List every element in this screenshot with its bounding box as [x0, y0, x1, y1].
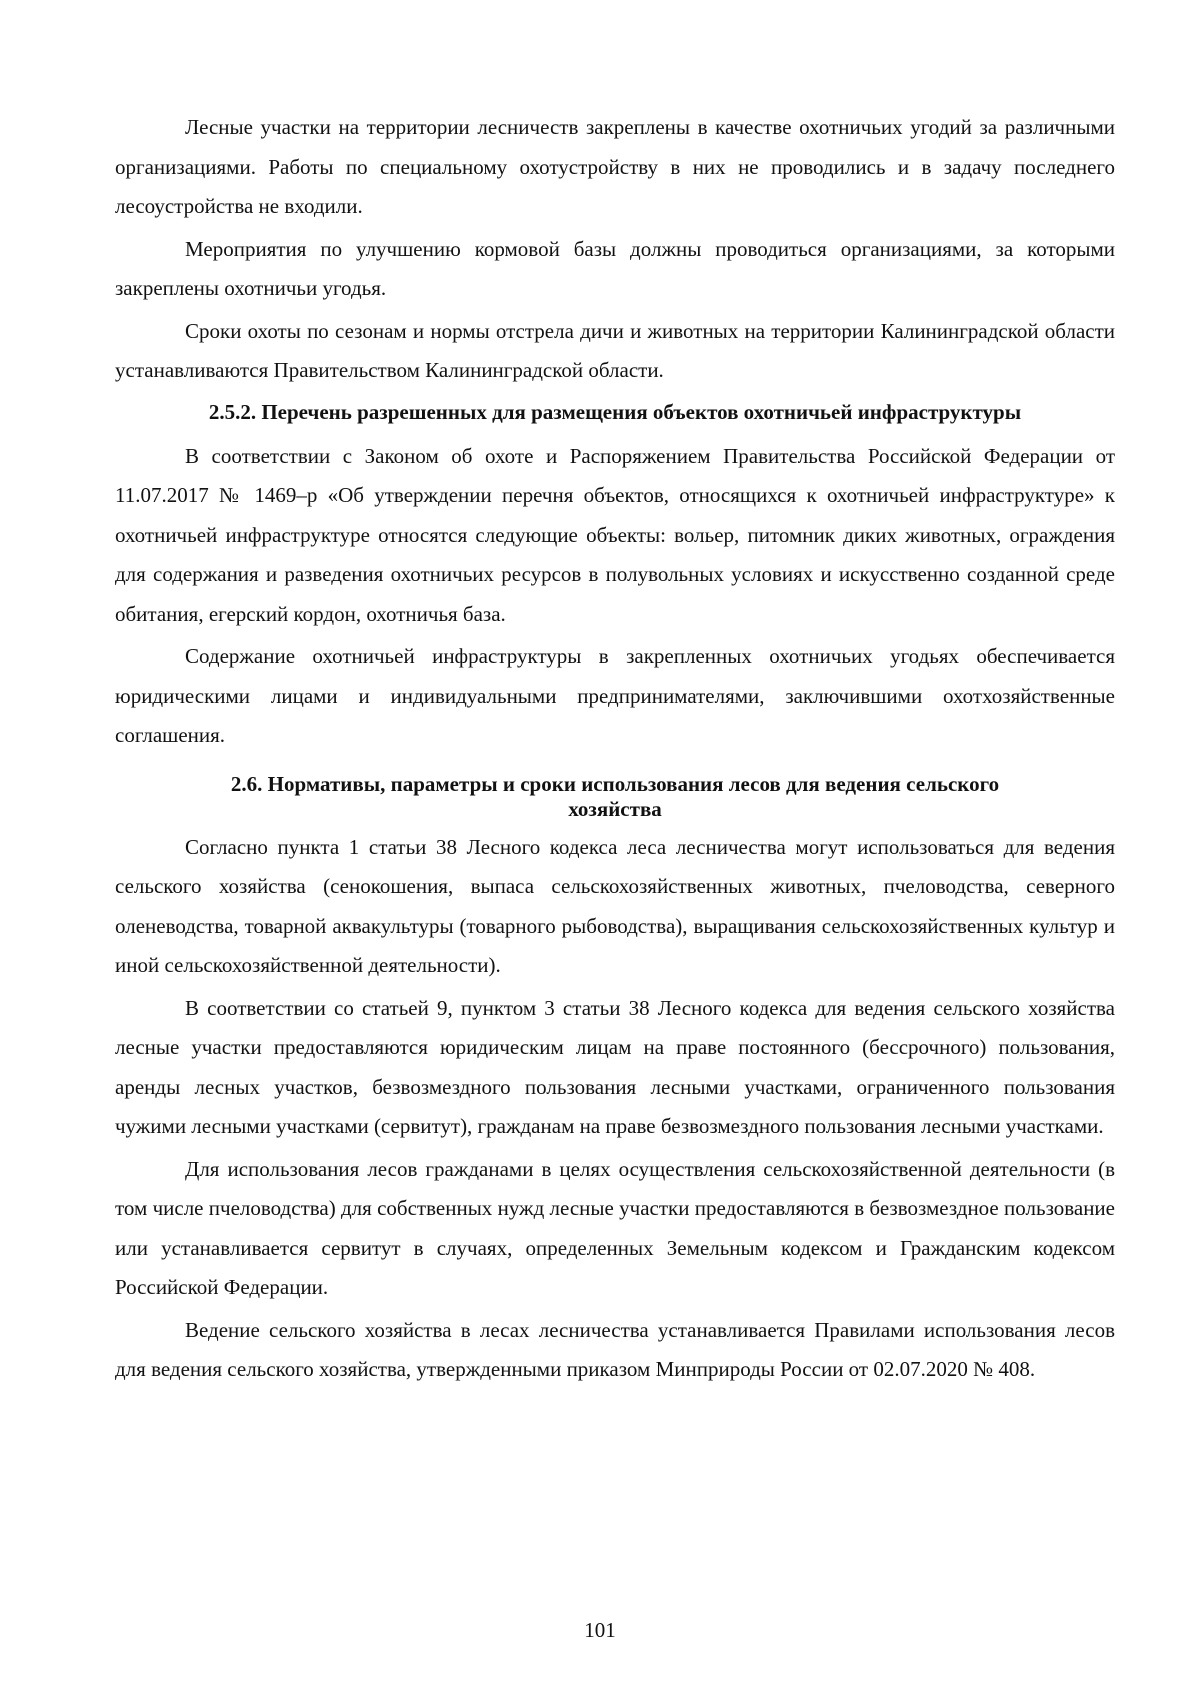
page-number: 101: [584, 1618, 616, 1642]
paragraph-hunting-grounds: Лесные участки на территории лесничеств закреплены в качестве охотничьих угодий за различными организациями. Работы по специальному охотустройству в них не проводились и в задачу последнего лесоустройства не входили.: [115, 115, 1115, 218]
section-heading-2-6-line1: 2.6. Нормативы, параметры и сроки использования лесов для ведения сельского: [230, 771, 1000, 796]
paragraph-agriculture-rules: Ведение сельского хозяйства в лесах лесничества устанавливается Правилами использования лесов для ведения сельского хозяйства, утвержденными приказом Минприроды России от 02.07.2020 № 408.: [115, 1317, 1115, 1381]
paragraph-infrastructure-maintenance: Содержание охотничьей инфраструктуры в закрепленных охотничьих угодьях обеспечивается юридическими лицами и индивидуальными предпринимателями, заключившими охотхозяйственные соглашения.: [115, 644, 1115, 747]
section-heading-2-5-2: 2.5.2. Перечень разрешенных для размещения объектов охотничьей инфраструктуры: [208, 399, 1022, 424]
paragraph-hunting-seasons: Сроки охоты по сезонам и нормы отстрела дичи и животных на территории Калининградской области устанавливаются Правительством Калининградской области.: [115, 318, 1115, 382]
paragraph-hunting-infrastructure-law: В соответствии с Законом об охоте и Распоряжением Правительства Российской Федерации от 11.07.2017 № 1469–р «Об утверждении перечня объектов, относящихся к охотничьей инфраструктуре» к охотничьей инфраструктуре относятся следующие объекты: вольер, питомник диких животных, ограждения для содержания и разведения охотничьих ресурсов в полувольных условиях и искусственно созданной среде обитания, егерский кордон, охотничья база.: [115, 443, 1115, 626]
section-heading-2-6-line2: хозяйства: [568, 796, 662, 821]
paragraph-feeding-base: Мероприятия по улучшению кормовой базы должны проводиться организациями, за которыми закреплены охотничьи угодья.: [115, 236, 1115, 300]
paragraph-citizens-use: Для использования лесов гражданами в целях осуществления сельскохозяйственной деятельности (в том числе пчеловодства) для собственных нужд лесные участки предоставляются в безвозмездное пользование или устанавливается сервитут в случаях, определенных Земельным кодексом и Гражданским кодексом Российской Федерации.: [115, 1156, 1115, 1299]
document-page: [115, 108, 1115, 1393]
section-heading-2-6: [115, 772, 1115, 822]
paragraph-agriculture-article-38: Согласно пункта 1 статьи 38 Лесного кодекса леса лесничества могут использоваться для ведения сельского хозяйства (сенокошения, выпаса сельскохозяйственных животных, пчеловодства, северного оленеводства, товарной аквакультуры (товарного рыбоводства), выращивания сельскохозяйственных культур и иной сельскохозяйственной деятельности).: [115, 834, 1115, 977]
paragraph-agriculture-land-provision: В соответствии со статьей 9, пунктом 3 статьи 38 Лесного кодекса для ведения сельского хозяйства лесные участки предоставляются юридическим лицам на праве постоянного (бессрочного) пользования, аренды лесных участков, безвозмездного пользования лесными участками, ограниченного пользования чужими лесными участками (сервитут), гражданам на праве безвозмездного пользования лесными участками.: [115, 995, 1115, 1138]
